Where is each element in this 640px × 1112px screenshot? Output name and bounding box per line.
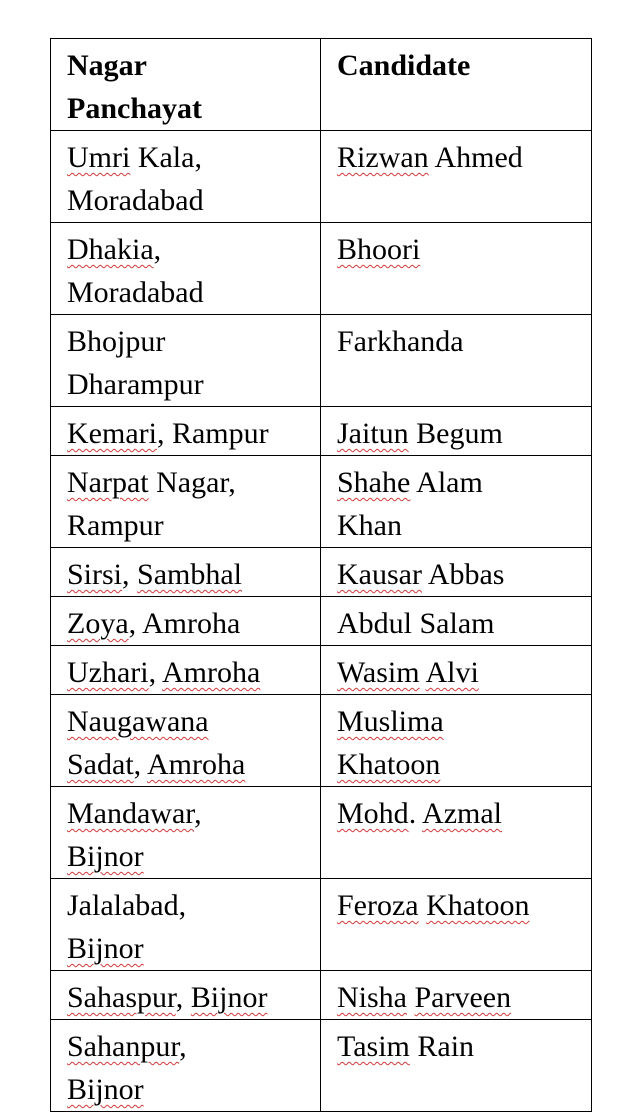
table-row (51, 456, 592, 548)
candidate-text: Alam (410, 466, 483, 499)
candidate-text: Shahe (337, 466, 411, 499)
candidate-cell (321, 597, 592, 646)
table-row (51, 787, 592, 879)
panchayat-text: , (148, 656, 162, 689)
candidate-text: Feroza (337, 889, 419, 922)
candidate-text: Alvi (425, 656, 479, 689)
panchayat-cell (51, 223, 321, 315)
header-nagar-panchayat (51, 39, 321, 131)
candidate-text: Nisha (337, 981, 407, 1014)
panchayat-text: Amroha (161, 656, 261, 689)
candidate-text: Parveen (414, 981, 512, 1014)
candidate-text: Wasim (337, 656, 420, 689)
panchayat-text: , (175, 981, 191, 1014)
candidate-text: Abbas (421, 558, 505, 591)
panchayat-text: Sadat (67, 748, 134, 781)
candidate-cell (321, 646, 592, 695)
panchayat-text: Rampur (67, 509, 164, 542)
table-row (51, 695, 592, 787)
header-candidate-label: Candidate (337, 49, 471, 82)
panchayat-text: , (194, 797, 202, 830)
candidate-cell (321, 1020, 592, 1112)
candidate-text: Bhoori (337, 233, 421, 266)
candidate-cell (321, 787, 592, 879)
candidate-text: Rain (409, 1030, 475, 1063)
panchayat-text: Mandawar (67, 797, 195, 830)
candidate-text (407, 981, 415, 1014)
panchayat-cell (51, 695, 321, 787)
candidate-text: Begum (408, 417, 503, 450)
panchayat-text: , Rampur (156, 417, 269, 450)
panchayat-cell (51, 131, 321, 223)
candidate-cell (321, 695, 592, 787)
candidate-cell (321, 971, 592, 1020)
panchayat-text: , (153, 233, 162, 266)
table-row (51, 646, 592, 695)
table-row (51, 407, 592, 456)
panchayat-text: Uzhari (67, 656, 149, 689)
panchayat-cell (51, 1020, 321, 1112)
panchayat-text: , (122, 558, 138, 591)
candidate-text: Jaitun (337, 417, 409, 450)
panchayat-cell (51, 646, 321, 695)
panchayat-text: Zoya (67, 607, 129, 640)
candidate-text: Ahmed (428, 141, 523, 174)
table-row (51, 223, 592, 315)
candidate-cell (321, 131, 592, 223)
candidate-text: Kausar (337, 558, 422, 591)
table-header-row (51, 39, 592, 131)
table-row (51, 548, 592, 597)
table-row (51, 131, 592, 223)
panchayat-text: Nagar, (148, 466, 236, 499)
panchayat-text: Bijnor (190, 981, 268, 1014)
panchayat-cell (51, 971, 321, 1020)
candidate-cell (321, 407, 592, 456)
header-nagar-panchayat-line-1: Nagar (67, 49, 147, 82)
panchayat-cell (51, 597, 321, 646)
panchayat-text: Moradabad (67, 276, 204, 309)
panchayat-text: , (133, 748, 148, 781)
panchayat-text: Jalalabad, (67, 889, 187, 922)
candidate-text: Khan (337, 509, 402, 542)
panchayat-text: Sambhal (137, 558, 243, 591)
candidate-cell (321, 548, 592, 597)
candidate-text: Khatoon (337, 748, 441, 781)
panchayat-text: Sahaspur (67, 981, 176, 1014)
header-candidate (321, 39, 592, 131)
panchayat-text: Dhakia (67, 233, 154, 266)
candidate-text: Mohd (337, 797, 409, 830)
candidate-cell (321, 879, 592, 971)
candidate-text: Farkhanda (337, 325, 464, 358)
table-row (51, 971, 592, 1020)
panchayat-cell (51, 315, 321, 407)
candidate-cell (321, 315, 592, 407)
table-row (51, 597, 592, 646)
panchayat-text: Moradabad (67, 184, 204, 217)
candidate-text: Khatoon (426, 889, 530, 922)
panchayat-cell (51, 879, 321, 971)
candidate-cell (321, 223, 592, 315)
panchayat-text: Sirsi (67, 558, 123, 591)
panchayat-cell (51, 787, 321, 879)
header-nagar-panchayat-line-2: Panchayat (67, 92, 202, 125)
panchayat-text: Kemari (67, 417, 157, 450)
panchayat-text: Kala, (130, 141, 202, 174)
panchayat-text: Bhojpur (67, 325, 166, 358)
candidate-text: Tasim (337, 1030, 410, 1063)
candidate-text: Rizwan (337, 141, 429, 174)
panchayat-text: Narpat (67, 466, 149, 499)
table-row (51, 879, 592, 971)
panchayat-text: Bijnor (67, 1073, 144, 1106)
table-row (51, 1020, 592, 1112)
panchayat-text: , (179, 1030, 187, 1063)
candidates-table (50, 38, 592, 1112)
panchayat-text: Umri (67, 141, 131, 174)
candidate-text: . (408, 797, 423, 830)
table-body (51, 131, 592, 1112)
panchayat-cell (51, 407, 321, 456)
panchayat-text: Naugawana (67, 705, 209, 738)
panchayat-text: Sahanpur (67, 1030, 180, 1063)
candidate-text: Muslima (337, 705, 444, 738)
panchayat-cell (51, 548, 321, 597)
candidate-text: Abdul Salam (337, 607, 495, 640)
candidate-text (419, 889, 427, 922)
candidate-text: Azmal (422, 797, 503, 830)
panchayat-text: Dharampur (67, 368, 204, 401)
panchayat-text: Amroha (147, 748, 246, 781)
candidate-cell (321, 456, 592, 548)
table-row (51, 315, 592, 407)
panchayat-cell (51, 456, 321, 548)
panchayat-text: Bijnor (67, 840, 144, 873)
panchayat-text: , Amroha (128, 607, 241, 640)
panchayat-text: Bijnor (67, 932, 144, 965)
